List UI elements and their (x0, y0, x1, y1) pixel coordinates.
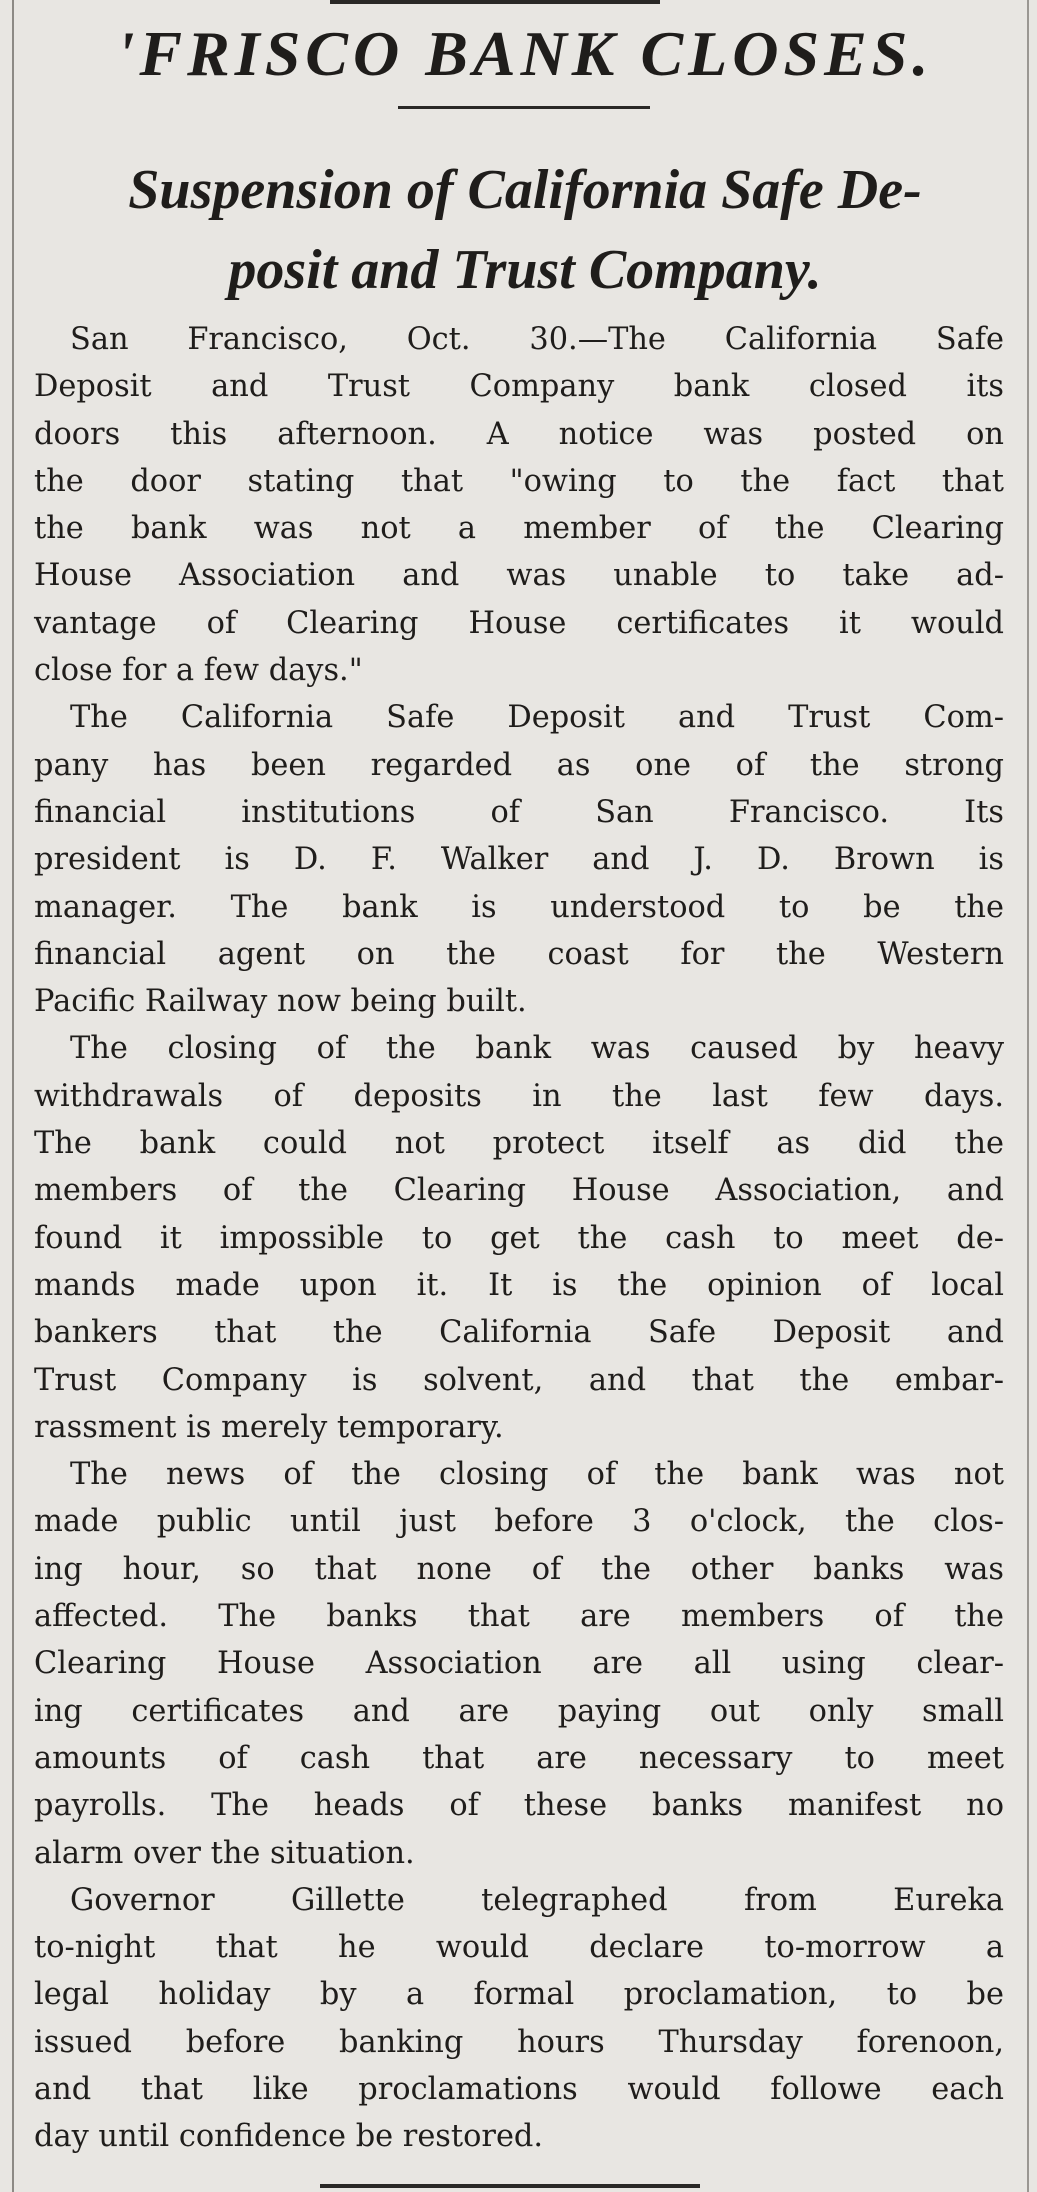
top-rule (330, 0, 660, 4)
paragraph (34, 694, 1004, 1025)
text-line: found it impossible to get the cash to meet de- (34, 1220, 1004, 1256)
text-line: House Association and was unable to take ad- (34, 558, 1004, 594)
text-line: close for a few days." (34, 653, 363, 689)
paragraph (34, 1025, 1004, 1451)
subheadline-line-1: Suspension of California Safe De- (128, 159, 922, 221)
text-line: president is D. F. Walker and J. D. Brown is (34, 842, 1004, 878)
text-line: financial institutions of San Francisco. Its (34, 794, 1004, 830)
subheadline-line-2: posit and Trust Company. (228, 239, 822, 301)
subheadline (30, 150, 1020, 310)
text-line: San Francisco, Oct. 30.—The California Safe (70, 322, 1004, 357)
text-line: bankers that the California Safe Deposit and (34, 1315, 1004, 1351)
text-line: The bank could not protect itself as did the (34, 1126, 1004, 1162)
text-line: Clearing House Association are all using clear- (34, 1646, 1004, 1682)
text-line: The California Safe Deposit and Trust Com- (70, 700, 1004, 736)
text-line: affected. The banks that are members of the (34, 1599, 1004, 1635)
text-line: financial agent on the coast for the Western (34, 936, 1004, 972)
bottom-rule (320, 2184, 700, 2188)
text-line: issued before banking hours Thursday forenoon, (34, 2024, 1004, 2060)
text-line: vantage of Clearing House certificates it would (34, 605, 1004, 641)
text-line: Governor Gillette telegraphed from Eureka (70, 1882, 1004, 1918)
article-body (34, 316, 1004, 2161)
headline: 'FRISCO BANK CLOSES. (116, 18, 934, 89)
text-line: ing certificates and are paying out only small (34, 1693, 1004, 1729)
headline-divider (398, 106, 650, 109)
text-line: payrolls. The heads of these banks manifest no (34, 1788, 1004, 1824)
text-line: pany has been regarded as one of the strong (34, 747, 1004, 783)
text-line: ing hour, so that none of the other banks was (34, 1551, 1004, 1587)
paragraph (34, 316, 1004, 694)
text-line: and that like proclamations would followe each (34, 2071, 1004, 2107)
text-line: members of the Clearing House Association, and (34, 1173, 1004, 1209)
paragraph (34, 1451, 1004, 1877)
text-line: alarm over the situation. (34, 1835, 415, 1871)
text-line: Pacific Railway now being built. (34, 984, 527, 1020)
text-line: made public until just before 3 o'clock, the clos- (34, 1504, 1004, 1540)
text-line: manager. The bank is understood to be the (34, 889, 1004, 925)
text-line: the door stating that "owing to the fact that (34, 463, 1004, 499)
column-rule-right (1027, 0, 1029, 2192)
text-line: legal holiday by a formal proclamation, to be (34, 1977, 1004, 2013)
text-line: mands made upon it. It is the opinion of local (34, 1267, 1004, 1303)
paragraph (34, 1877, 1004, 2161)
text-line: Trust Company is solvent, and that the embar- (34, 1362, 1004, 1398)
text-line: The closing of the bank was caused by heavy (70, 1031, 1004, 1067)
text-line: Deposit and Trust Company bank closed its (34, 369, 1004, 405)
text-line: withdrawals of deposits in the last few days. (34, 1078, 1004, 1114)
text-line: doors this afternoon. A notice was posted on (34, 416, 1004, 452)
text-line: the bank was not a member of the Clearing (34, 511, 1004, 547)
column-rule-left (12, 0, 14, 2192)
text-line: day until confidence be restored. (34, 2119, 544, 2155)
text-line: to-night that he would declare to-morrow a (34, 1930, 1004, 1966)
text-line: amounts of cash that are necessary to meet (34, 1740, 1004, 1776)
text-line: The news of the closing of the bank was not (70, 1457, 1004, 1493)
text-line: rassment is merely temporary. (34, 1409, 504, 1445)
